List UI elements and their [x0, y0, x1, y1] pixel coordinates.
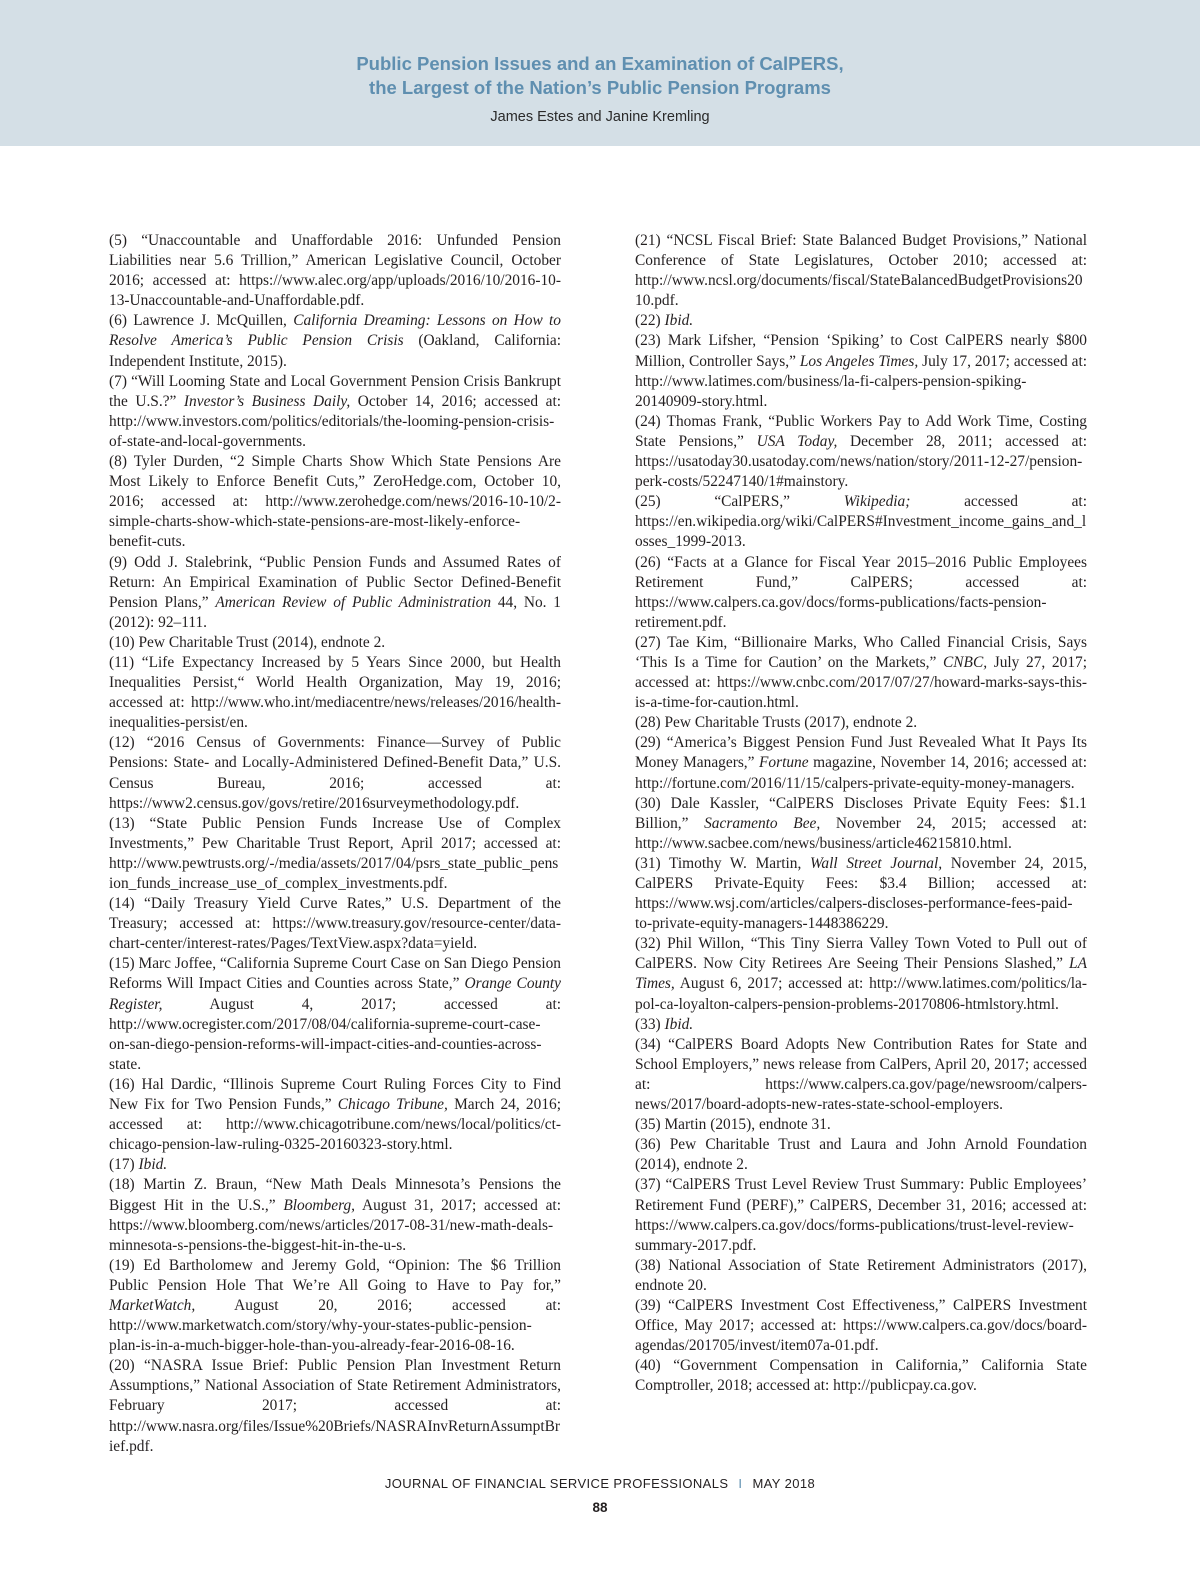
endnote-italic-text: Investor’s Business Daily, — [183, 392, 351, 410]
endnote — [635, 231, 1087, 311]
endnote — [109, 653, 561, 733]
endnote-italic-text: MarketWatch, — [109, 1296, 196, 1314]
endnote-text: August 31, 2017; accessed at: https://www.bloomberg.com/news/articles/2017-08-31/new-math-deals-minnesota-s-pensions-the-biggest-hit-in-the-u-s. — [109, 1196, 561, 1254]
endnote-text: (35) Martin (2015), endnote 31. — [635, 1116, 831, 1134]
endnote-text: (8) Tyler Durden, “2 Simple Charts Show Which State Pensions Are Most Likely to Enforce Benefit Cuts,” ZeroHedge.com, October 10, 2016; accessed at: http://www.zerohedge.com/news/2016-10-10/2-simple-charts-show-which-state-pensions-are-most-likely-enforce-benefit-cuts. — [109, 453, 561, 551]
page-number: 88 — [592, 1500, 608, 1515]
endnote-text: (26) “Facts at a Glance for Fiscal Year 2015–2016 Public Employees Retirement Fund,” CalPERS; accessed at: https://www.calpers.ca.gov/docs/forms-publications/facts-pension-retirement.pdf. — [635, 553, 1087, 631]
endnote-text: (39) “CalPERS Investment Cost Effectiveness,” CalPERS Investment Office, May 2017; accessed at: https://www.calpers.ca.gov/docs/board-agendas/201705/invest/item07a-01.pdf. — [635, 1296, 1087, 1355]
endnote — [635, 492, 1087, 552]
endnote-text: (11) “Life Expectancy Increased by 5 Years Since 2000, but Health Inequalities Persist,“ World Health Organization, May 19, 2016; accessed at: http://www.who.int/mediacentre/news/releases/2016/health-inequalities-persist/en. — [109, 653, 561, 732]
endnote-italic-text: Chicago Tribune, — [337, 1096, 448, 1114]
endnote — [109, 633, 561, 653]
endnote-text: (18) Martin Z. Braun, “New Math Deals Minnesota’s Pensions the Biggest Hit in the U.S.,” — [109, 1176, 561, 1214]
endnote-text: July 17, 2017; accessed at: http://www.latimes.com/business/la-fi-calpers-pension-spiking-20140909-story.html. — [635, 352, 1087, 410]
endnote — [109, 372, 561, 452]
endnote-italic-text: Fortune — [759, 754, 809, 772]
endnote-italic-text: American Review of Public Administration — [215, 593, 492, 611]
endnote-text: (40) “Government Compensation in California,” California State Comptroller, 2018; accessed at: http://publicpay.ca.gov. — [635, 1357, 1087, 1395]
endnote-text: (17) — [109, 1156, 139, 1174]
footer-issue-date: MAY 2018 — [752, 1476, 816, 1491]
endnote — [635, 854, 1087, 934]
endnote-italic-text: USA Today, — [756, 432, 838, 450]
endnote-text: (23) Mark Lifsher, “Pension ‘Spiking’ to Cost CalPERS nearly $800 Million, Controller Says,” — [635, 332, 1087, 370]
endnote — [635, 1115, 1087, 1135]
endnote — [635, 412, 1087, 492]
endnote-italic-text: Los Angeles Times, — [799, 352, 919, 370]
endnote-italic-text: CNBC, — [943, 653, 988, 671]
article-title-line-1: Public Pension Issues and an Examination of CalPERS, — [356, 53, 844, 74]
endnote-italic-text: Wikipedia; — [843, 493, 911, 511]
endnote — [635, 1175, 1087, 1255]
endnote-italic-text: Ibid. — [664, 312, 694, 330]
article-title-line-2: the Largest of the Nation’s Public Pension Programs — [369, 77, 831, 98]
endnotes-left-column — [109, 231, 561, 1457]
endnote-text: August 20, 2016; accessed at: http://www.marketwatch.com/story/why-your-states-public-pension-plan-is-in-a-much-bigger-hole-than-you-already-fear-2016-08-16. — [109, 1296, 561, 1355]
endnote — [635, 1296, 1087, 1356]
endnote-text: 44, No. 1 (2012): 92–111. — [109, 593, 561, 631]
endnote-text: magazine, November 14, 2016; accessed at: http://fortune.com/2016/11/15/calpers-private-equity-money-managers. — [635, 754, 1087, 792]
endnote — [635, 1015, 1087, 1035]
endnote-text: (13) “State Public Pension Funds Increase Use of Complex Investments,” Pew Charitable Trust Report, April 2017; accessed at: http://www.pewtrusts.org/-/media/assets/2017/04/psrs_state_public_pension_funds_increase_use_of_complex_investments.pdf. — [109, 814, 561, 892]
endnote-text: (32) Phil Willon, “This Tiny Sierra Valley Town Voted to Pull out of CalPERS. Now City Retirees Are Seeing Their Pensions Slashed,” — [635, 935, 1087, 973]
endnote — [635, 713, 1087, 733]
endnote — [635, 1256, 1087, 1296]
endnote — [635, 633, 1087, 713]
footer-journal-name: JOURNAL OF FINANCIAL SERVICE PROFESSIONALS — [384, 1476, 729, 1491]
endnote — [635, 934, 1087, 1014]
endnote-text: accessed at: https://en.wikipedia.org/wiki/CalPERS#Investment_income_gains_and_losses_1999-2013. — [635, 493, 1087, 551]
endnote-text: (16) Hal Dardic, “Illinois Supreme Court Ruling Forces City to Find New Fix for Two Pension Funds,” — [109, 1075, 561, 1114]
endnote-text: (21) “NCSL Fiscal Brief: State Balanced Budget Provisions,” National Conference of State Legislatures, October 2010; accessed at: http://www.ncsl.org/documents/fiscal/StateBalancedBudgetProvisions2010.pdf. — [635, 232, 1087, 310]
endnote-italic-text: Ibid. — [664, 1015, 694, 1033]
endnote-text: August 4, 2017; accessed at: http://www.ocregister.com/2017/08/04/california-supreme-court-case-on-san-diego-pension-reforms-will-impact-cities-and-counties-across-state. — [109, 995, 561, 1073]
endnote — [635, 311, 1087, 331]
endnote — [109, 231, 561, 311]
endnote-text: (7) “Will Looming State and Local Government Pension Crisis Bankrupt the U.S.?” — [109, 372, 561, 410]
endnote-text: November 24, 2015, CalPERS Private-Equity Fees: $3.4 Billion; accessed at: https://www.wsj.com/articles/calpers-discloses-performance-fees-paid-to-private-equity-managers-1448386229. — [635, 854, 1087, 933]
endnote-text: (24) Thomas Frank, “Public Workers Pay to Add Work Time, Costing State Pensions,” — [635, 412, 1087, 450]
endnote-text: (38) National Association of State Retirement Administrators (2017), endnote 20. — [635, 1256, 1087, 1294]
endnote-text: October 14, 2016; accessed at: http://www.investors.com/politics/editorials/the-looming-pension-crisis-of-state-and-local-governments. — [109, 392, 561, 450]
endnote-text: (37) “CalPERS Trust Level Review Trust Summary: Public Employees’ Retirement Fund (PERF),” CalPERS, December 31, 2016; accessed at: https://www.calpers.ca.gov/docs/forms-publications/trust-level-review-summary-2017.pdf. — [635, 1176, 1087, 1254]
endnote-text: (27) Tae Kim, “Billionaire Marks, Who Called Financial Crisis, Says ‘This Is a Time for Caution’ on the Markets,” — [635, 633, 1087, 671]
endnote-text: August 6, 2017; accessed at: http://www.latimes.com/politics/la-pol-ca-loyalton-calpers-pension-problems-20170806-htmlstory.html. — [635, 975, 1087, 1013]
endnote-text: (6) Lawrence J. McQuillen, — [109, 312, 294, 330]
endnote-italic-text: Sacramento Bee, — [704, 814, 821, 832]
header-band — [0, 0, 1200, 146]
endnote — [109, 894, 561, 954]
endnote-text: (33) — [635, 1015, 665, 1033]
footer-separator: I — [738, 1476, 743, 1491]
endnote-italic-text: LA Times, — [635, 955, 1087, 993]
footer-journal-line — [0, 1476, 1200, 1491]
endnote-italic-text: Ibid. — [138, 1156, 168, 1174]
endnote — [635, 1135, 1087, 1175]
article-title — [0, 52, 1200, 100]
endnote-text: December 28, 2011; accessed at: https://usatoday30.usatoday.com/news/nation/story/2011-12-27/pension-perk-costs/52247140/1#mainstory. — [635, 432, 1088, 491]
endnote — [109, 1356, 561, 1456]
endnote-text: (30) Dale Kassler, “CalPERS Discloses Private Equity Fees: $1.1 Billion,” — [635, 794, 1087, 832]
endnote-text: (14) “Daily Treasury Yield Curve Rates,” U.S. Department of the Treasury; accessed at: https://www.treasury.gov/resource-center/data-chart-center/interest-rates/Pages/TextView.aspx?data=yield. — [109, 895, 561, 953]
endnote — [109, 1175, 561, 1255]
endnote-text: (Oakland, California: Independent Institute, 2015). — [109, 332, 562, 370]
endnote-text: (19) Ed Bartholomew and Jeremy Gold, “Opinion: The $6 Trillion Public Pension Hole That We’re All Going to Have to Pay for,” — [109, 1256, 561, 1294]
endnote — [109, 1256, 561, 1356]
endnote-text: (25) “CalPERS,” — [635, 493, 844, 511]
endnote — [109, 954, 561, 1075]
endnote — [635, 553, 1087, 633]
endnote-text: (31) Timothy W. Martin, — [635, 854, 811, 872]
endnote-italic-text: Bloomberg, — [283, 1196, 356, 1214]
endnote — [109, 814, 561, 894]
endnote-text: March 24, 2016; accessed at: http://www.chicagotribune.com/news/local/politics/ct-chicago-pension-law-ruling-0325-20160323-story.html. — [109, 1096, 561, 1154]
endnote-text: (34) “CalPERS Board Adopts New Contribution Rates for State and School Employers,” news release from CalPers, April 20, 2017; accessed at: https://www.calpers.ca.gov/page/newsroom/calpers-news/2017/board-adopts-new-rates-state-school-employers. — [635, 1035, 1087, 1114]
endnote — [635, 331, 1087, 411]
endnote — [109, 452, 561, 552]
endnote — [635, 794, 1087, 854]
endnote-text: (5) “Unaccountable and Unaffordable 2016: Unfunded Pension Liabilities near 5.6 Trillion,” American Legislative Council, October 2016; accessed at: https://www.alec.org/app/uploads/2016/10/2016-10-13-Unaccountable-and-Unaffordable.pdf. — [109, 232, 561, 310]
endnote — [109, 733, 561, 813]
endnote-text: (20) “NASRA Issue Brief: Public Pension Plan Investment Return Assumptions,” National Association of State Retirement Administrators, February 2017; accessed at: http://www.nasra.org/files/Issue%20Briefs/NASRAInvReturnAssumptBrief.pdf. — [109, 1357, 561, 1455]
endnote-text: (22) — [635, 312, 665, 330]
endnote-text: (10) Pew Charitable Trust (2014), endnote 2. — [109, 633, 386, 651]
endnote-italic-text: Orange County Register, — [109, 975, 562, 1013]
endnote — [109, 1155, 561, 1175]
endnote-italic-text: California Dreaming: Lessons on How to Resolve America’s Public Pension Crisis — [109, 312, 561, 350]
endnote-text: (12) “2016 Census of Governments: Finance—Survey of Public Pensions: State- and Locally-Administered Defined-Benefit Data,” U.S. Census Bureau, 2016; accessed at: https://www2.census.gov/govs/retire/2016surveymethodology.pdf. — [109, 734, 561, 812]
endnote-text: (29) “America’s Biggest Pension Fund Just Revealed What It Pays Its Money Managers,” — [635, 734, 1087, 772]
endnote — [635, 1035, 1087, 1115]
endnote — [635, 733, 1087, 793]
endnote — [109, 1075, 561, 1155]
endnote — [635, 1356, 1087, 1396]
endnote-italic-text: Wall Street Journal, — [810, 854, 943, 872]
endnotes-right-column — [635, 231, 1087, 1396]
endnote — [109, 311, 561, 371]
endnote-text: November 24, 2015; accessed at: http://www.sacbee.com/news/business/article46215810.html. — [635, 814, 1087, 852]
endnote-text: (28) Pew Charitable Trusts (2017), endnote 2. — [635, 714, 918, 732]
endnote-text: (15) Marc Joffee, “California Supreme Court Case on San Diego Pension Reforms Will Impact Cities and Counties across State,” — [109, 955, 561, 993]
endnote-text: (9) Odd J. Stalebrink, “Public Pension Funds and Assumed Rates of Return: An Empirical Examination of Public Sector Defined-Benefit Pension Plans,” — [109, 553, 561, 611]
endnote-text: July 27, 2017; accessed at: https://www.cnbc.com/2017/07/27/howard-marks-says-this-is-a-time-for-caution.html. — [635, 653, 1087, 712]
article-authors: James Estes and Janine Kremling — [490, 109, 710, 125]
endnote — [109, 553, 561, 633]
endnote-text: (36) Pew Charitable Trust and Laura and John Arnold Foundation (2014), endnote 2. — [635, 1136, 1087, 1174]
